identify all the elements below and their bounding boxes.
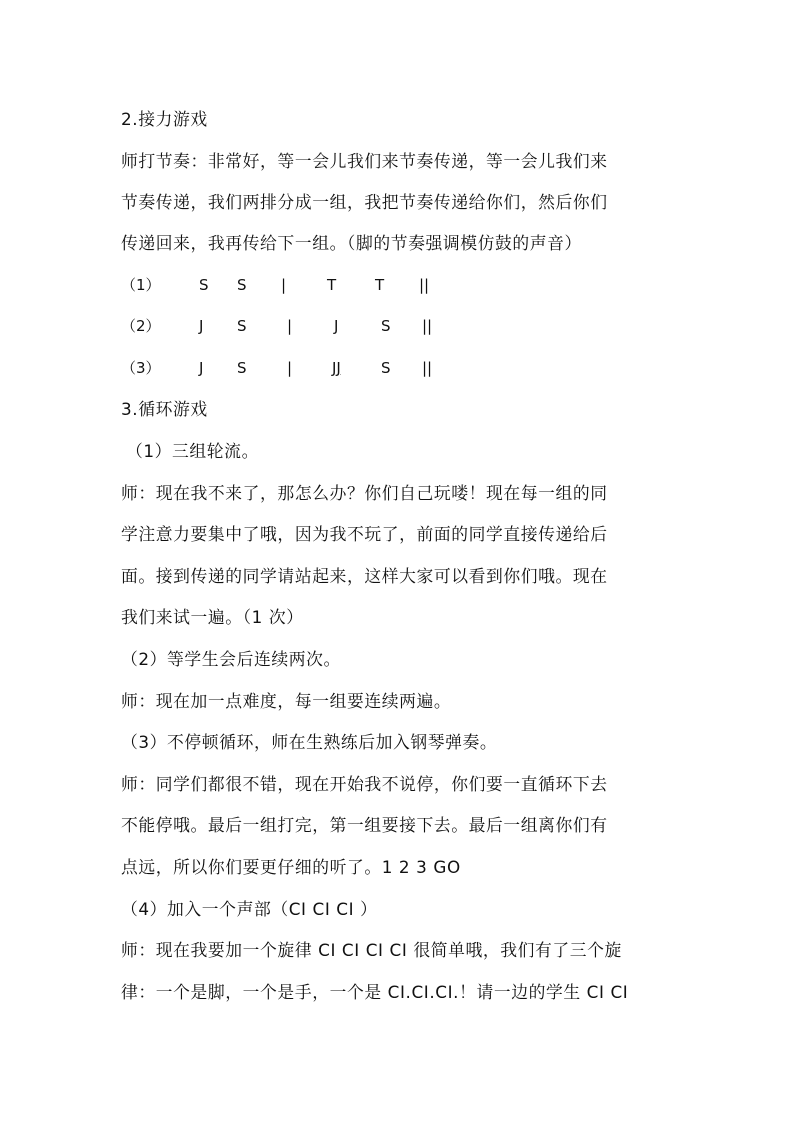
heading-relay-game: 2.接力游戏 <box>121 109 208 129</box>
paragraph-line: 面。接到传递的同学请站起来，这样大家可以看到你们哦。现在 <box>121 566 608 586</box>
rhythm-number: （2） <box>121 317 161 335</box>
rhythm-note: S <box>199 276 209 294</box>
rhythm-end-barline: || <box>422 359 433 377</box>
rhythm-note: S <box>381 359 391 377</box>
rhythm-barline: | <box>281 276 287 294</box>
rhythm-note: J <box>199 317 204 335</box>
rhythm-note: J <box>199 359 204 377</box>
paragraph-line: 律：一个是脚，一个是手，一个是 CI.CI.CI.！请一边的学生 CI CI <box>121 982 629 1002</box>
rhythm-barline: | <box>287 359 293 377</box>
rhythm-note: J <box>334 317 339 335</box>
paragraph-line: 不能停哦。最后一组打完，第一组要接下去。最后一组离你们有 <box>121 815 608 835</box>
paragraph-line: 师打节奏：非常好，等一会儿我们来节奏传递，等一会儿我们来 <box>121 151 608 171</box>
heading-loop-game: 3.循环游戏 <box>121 399 208 419</box>
rhythm-row-1 <box>121 273 681 297</box>
step-line: （3）不停顿循环，师在生熟练后加入钢琴弹奏。 <box>121 732 498 752</box>
rhythm-number: （1） <box>121 276 161 294</box>
rhythm-end-barline: || <box>419 276 430 294</box>
rhythm-note: T <box>327 276 337 294</box>
paragraph-line: 我们来试一遍。（1 次） <box>121 607 304 627</box>
rhythm-row-2 <box>121 314 681 338</box>
rhythm-end-barline: || <box>422 317 433 335</box>
rhythm-note: S <box>237 317 247 335</box>
rhythm-number: （3） <box>121 359 161 377</box>
rhythm-note-underlined: JJ <box>332 359 341 377</box>
rhythm-note: T <box>375 276 385 294</box>
paragraph-line: 师：现在加一点难度，每一组要连续两遍。 <box>121 691 452 711</box>
rhythm-note: S <box>381 317 391 335</box>
step-line: （2）等学生会后连续两次。 <box>121 649 341 669</box>
rhythm-row-3 <box>121 356 681 380</box>
paragraph-line: 学注意力要集中了哦，因为我不玩了，前面的同学直接传递给后 <box>121 524 608 544</box>
step-line: （1）三组轮流。 <box>126 441 259 461</box>
step-line: （4）加入一个声部（CI CI CI ） <box>121 899 378 919</box>
paragraph-line: 点远，所以你们要更仔细的听了。1 2 3 GO <box>121 857 461 877</box>
paragraph-line: 师：现在我不来了，那怎么办？你们自己玩喽！现在每一组的同 <box>121 483 608 503</box>
rhythm-note: S <box>237 359 247 377</box>
paragraph-line: 师：同学们都很不错，现在开始我不说停，你们要一直循环下去 <box>121 774 608 794</box>
rhythm-note: S <box>237 276 247 294</box>
paragraph-line: 师：现在我要加一个旋律 CI CI CI CI 很简单哦，我们有了三个旋 <box>121 940 622 960</box>
rhythm-barline: | <box>287 317 293 335</box>
paragraph-line: 传递回来，我再传给下一组。（脚的节奏强调模仿鼓的声音） <box>121 233 582 253</box>
paragraph-line: 节奏传递，我们两排分成一组，我把节奏传递给你们，然后你们 <box>121 192 608 212</box>
